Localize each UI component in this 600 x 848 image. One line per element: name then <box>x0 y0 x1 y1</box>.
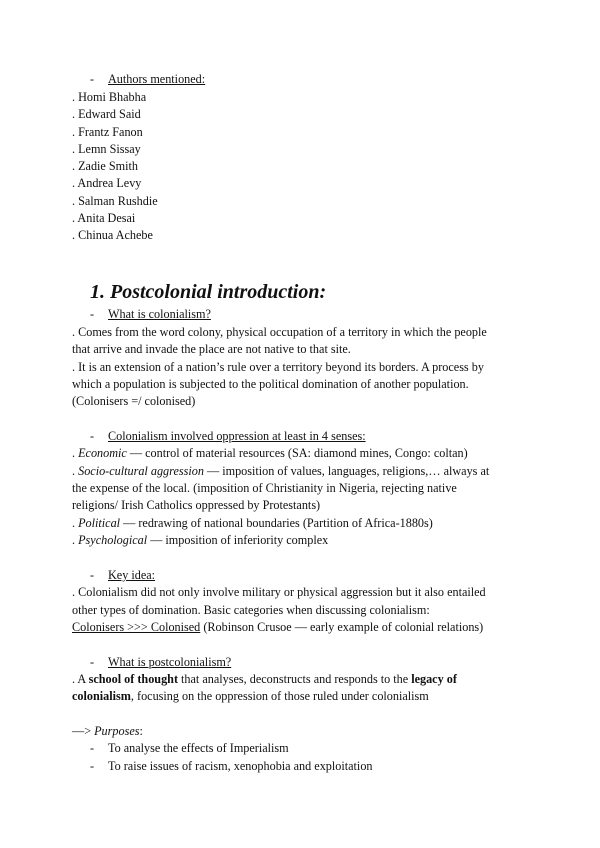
relation-term: Colonisers >>> Colonised <box>72 620 201 634</box>
text-run: that analyses, deconstructs and responds to the <box>178 672 412 686</box>
purposes-term: Purposes <box>94 724 140 738</box>
paragraph-line: religions/ Irish Catholics oppressed by Protestants) <box>72 498 321 512</box>
authors-heading: Authors mentioned: <box>108 72 206 86</box>
bullet-dash: - <box>90 429 95 443</box>
psych-text: — imposition of inferiority complex <box>147 533 329 547</box>
author-item: . Edward Said <box>72 107 141 121</box>
paragraph-line: that arrive and invade the place are not native to that site. <box>72 342 351 356</box>
paragraph-line: the expense of the local. (imposition of Christianity in Nigeria, rejecting native <box>72 481 457 495</box>
paragraph-line: . It is an extension of a nation’s rule over a territory beyond its borders. A process by <box>72 360 484 374</box>
colonialism-term: colonialism <box>72 689 131 703</box>
text-run: , focusing on the oppression of those ruled under colonialism <box>130 689 429 703</box>
bullet-dash: - <box>90 72 95 86</box>
bullet-dash: - <box>90 307 95 321</box>
paragraph-line: (Colonisers =/ colonised) <box>72 394 196 408</box>
purposes-label <box>72 723 143 740</box>
sense-economic: . Economic — control of material resources (SA: diamond mines, Congo: coltan) <box>72 446 468 460</box>
arrow: —> <box>72 724 95 738</box>
section-title: 1. Postcolonial introduction: <box>90 281 327 303</box>
sense-psychological: . Psychological — imposition of inferiority complex <box>72 533 329 547</box>
postcolonialism-line-1 <box>72 671 457 688</box>
colonial-relation <box>72 619 483 636</box>
postcolonialism-heading: What is postcolonialism? <box>108 655 232 669</box>
senses-heading: Colonialism involved oppression at least in 4 senses: <box>108 429 366 443</box>
author-item: . Andrea Levy <box>72 176 142 190</box>
key-idea-heading: Key idea: <box>108 568 156 582</box>
author-item: . Homi Bhabha <box>72 90 147 104</box>
paragraph-line: . Comes from the word colony, physical occupation of a territory in which the people <box>72 325 487 339</box>
text-run: . A <box>72 672 89 686</box>
paragraph-line: . Colonialism did not only involve military or physical aggression but it also entailed <box>72 585 486 599</box>
relation-rest: (Robinson Crusoe — early example of colonial relations) <box>200 620 484 634</box>
socio-term: Socio-cultural aggression <box>78 464 204 478</box>
author-item: . Chinua Achebe <box>72 228 153 242</box>
colon: : <box>139 724 143 738</box>
sense-socio: . Socio-cultural aggression — imposition of values, languages, religions,… always at <box>72 464 490 478</box>
author-item: . Anita Desai <box>72 211 136 225</box>
psych-term: Psychological <box>78 533 148 547</box>
paragraph-line: which a population is subjected to the political domination of another population. <box>72 377 469 391</box>
political-text: — redrawing of national boundaries (Partition of Africa-1880s) <box>120 516 433 530</box>
author-item: . Lemn Sissay <box>72 142 141 156</box>
sense-political: . Political — redrawing of national boundaries (Partition of Africa-1880s) <box>72 516 433 530</box>
paragraph-line: other types of domination. Basic categories when discussing colonialism: <box>72 603 430 617</box>
bullet-dash: - <box>90 568 95 582</box>
economic-term: Economic <box>78 446 127 460</box>
economic-text: — control of material resources (SA: diamond mines, Congo: coltan) <box>126 446 468 460</box>
purpose-item: To raise issues of racism, xenophobia and exploitation <box>108 759 373 773</box>
colonialism-heading: What is colonialism? <box>108 307 211 321</box>
author-item: . Salman Rushdie <box>72 194 158 208</box>
author-item: . Zadie Smith <box>72 159 139 173</box>
bullet-dash: - <box>90 741 95 755</box>
postcolonialism-line-2 <box>72 688 429 705</box>
bullet-dash: - <box>90 655 95 669</box>
legacy-term: legacy of <box>411 672 457 686</box>
purpose-item: To analyse the effects of Imperialism <box>108 741 289 755</box>
political-term: Political <box>78 516 121 530</box>
bullet-dash: - <box>90 759 95 773</box>
socio-text: — imposition of values, languages, religions,… always at <box>203 464 490 478</box>
author-item: . Frantz Fanon <box>72 125 143 139</box>
school-of-thought: school of thought <box>88 672 178 686</box>
